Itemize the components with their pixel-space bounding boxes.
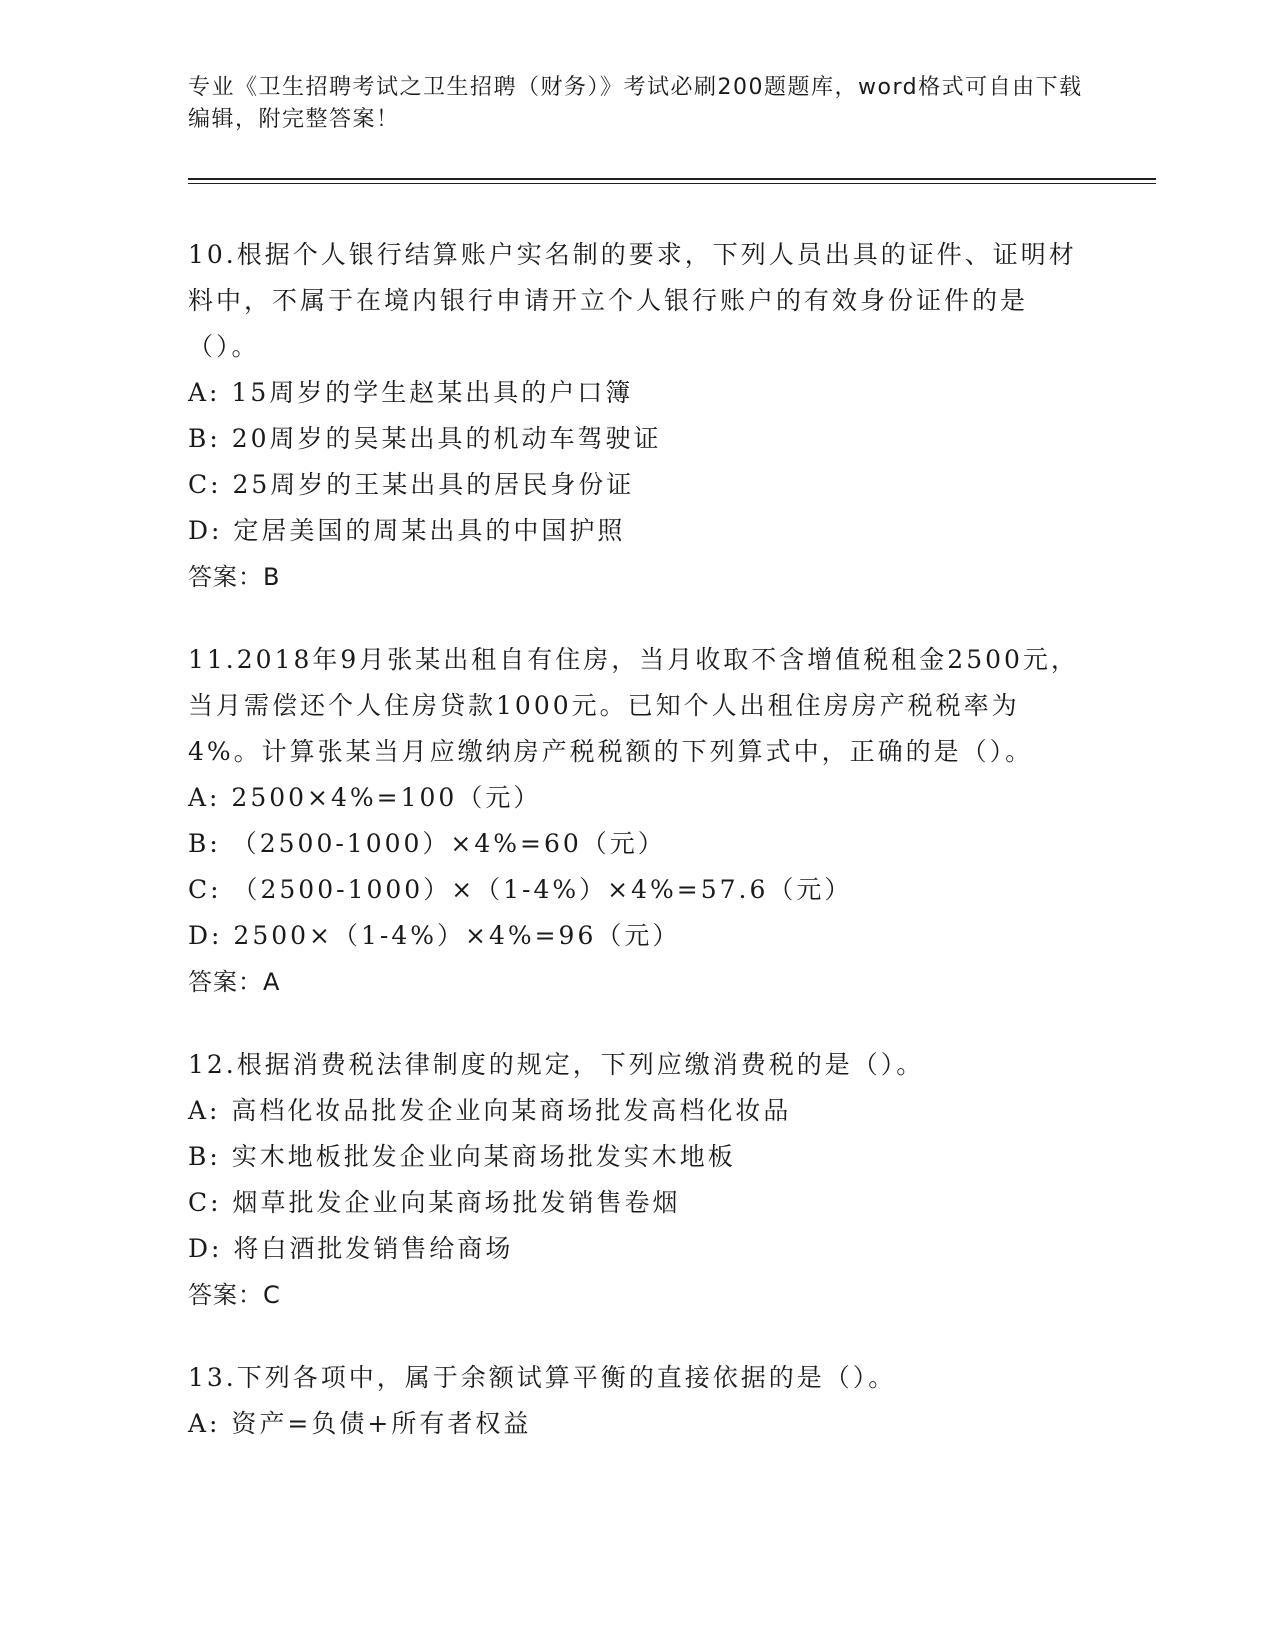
question-11	[188, 637, 1088, 1005]
option-d: D: 将白酒批发销售给商场	[188, 1234, 514, 1263]
answer: 答案：A	[188, 968, 281, 996]
question-list	[188, 232, 1088, 1484]
option-b: B: （2500-1000）×4%=60（元）	[188, 829, 666, 858]
option-c: C: 25周岁的王某出具的居民身份证	[188, 470, 635, 499]
question-13	[188, 1355, 1088, 1447]
answer: 答案：B	[188, 563, 281, 591]
option-c: C: 烟草批发企业向某商场批发销售卷烟	[188, 1188, 681, 1217]
question-stem: 11.2018年9月张某出租自有住房，当月收取不含增值税租金2500元，当月需偿还个人住房贷款1000元。已知个人出租住房房产税税率为4%。计算张某当月应缴纳房产税税额的下列算式中，正确的是（）。	[188, 645, 1079, 766]
option-a: A: 高档化妆品批发企业向某商场批发高档化妆品	[188, 1096, 792, 1125]
option-a: A: 2500×4%=100（元）	[188, 783, 542, 812]
document-header: 专业《卫生招聘考试之卫生招聘（财务）》考试必刷200题题库，word格式可自由下载编辑，附完整答案！	[188, 75, 1083, 132]
question-stem: 12.根据消费税法律制度的规定，下列应缴消费税的是（）。	[188, 1050, 925, 1079]
header-divider-thin	[188, 183, 1156, 184]
option-a: A: 资产=负债+所有者权益	[188, 1409, 532, 1438]
header-divider-thick	[188, 178, 1156, 180]
question-stem: 13.下列各项中，属于余额试算平衡的直接依据的是（）。	[188, 1363, 897, 1392]
question-10	[188, 232, 1088, 600]
option-d: D: 定居美国的周某出具的中国护照	[188, 516, 626, 545]
option-d: D: 2500×（1-4%）×4%=96（元）	[188, 921, 681, 950]
option-c: C: （2500-1000）×（1-4%）×4%=57.6（元）	[188, 875, 853, 904]
question-stem: 10.根据个人银行结算账户实名制的要求，下列人员出具的证件、证明材料中，不属于在境内银行申请开立个人银行账户的有效身份证件的是（）。	[188, 240, 1077, 361]
option-b: B: 实木地板批发企业向某商场批发实木地板	[188, 1142, 736, 1171]
question-12	[188, 1042, 1088, 1318]
answer: 答案：C	[188, 1281, 281, 1309]
option-a: A: 15周岁的学生赵某出具的户口簿	[188, 378, 634, 407]
option-b: B: 20周岁的吴某出具的机动车驾驶证	[188, 424, 662, 453]
